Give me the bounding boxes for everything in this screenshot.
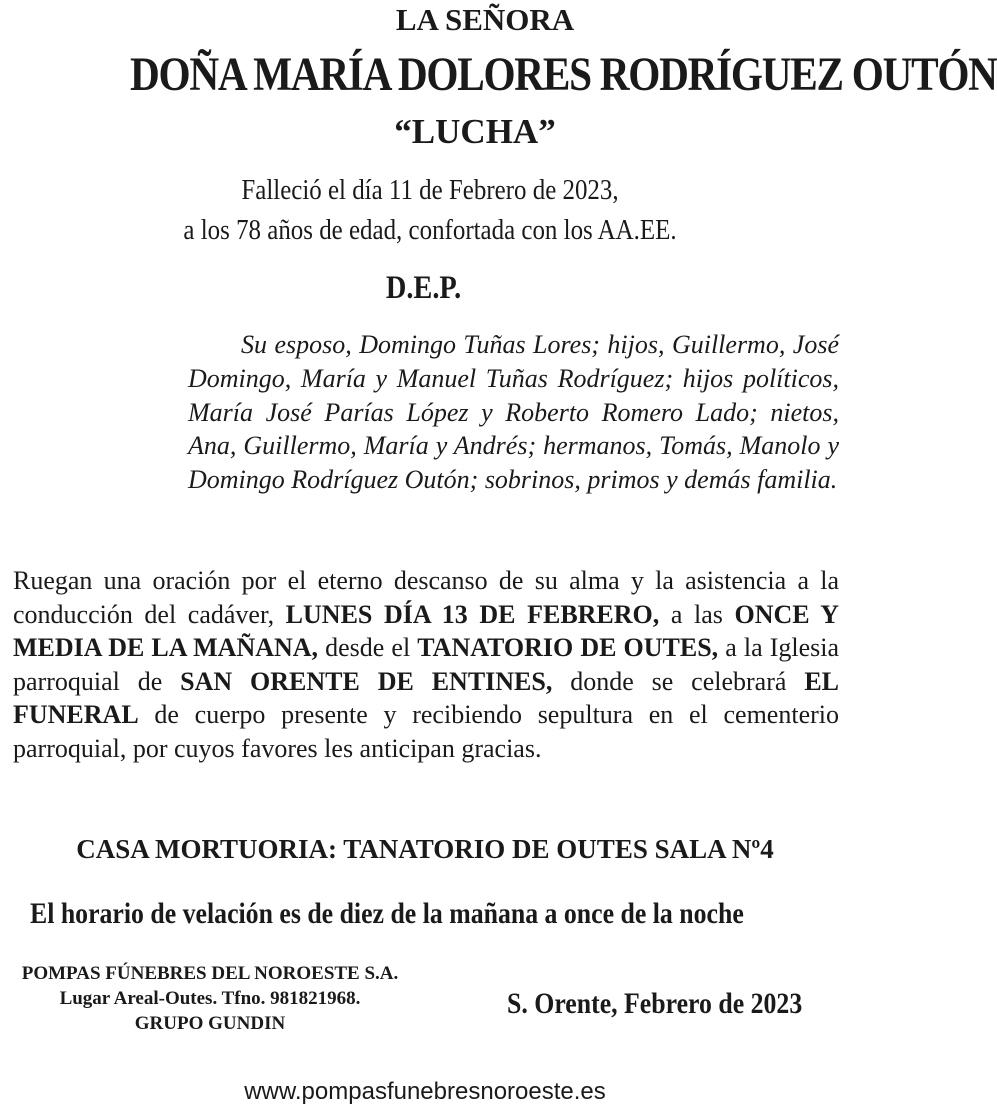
prayer-text-3: desde el bbox=[318, 633, 418, 662]
prayer-paragraph bbox=[13, 564, 839, 765]
deceased-name: DOÑA MARÍA DOLORES RODRÍGUEZ OUTÓN bbox=[130, 48, 997, 101]
mortuary-house: CASA MORTUORIA: TANATORIO DE OUTES SALA Nº4 bbox=[76, 834, 774, 864]
website-url: www.pompasfunebresnoroeste.es bbox=[244, 1078, 606, 1105]
funeral-church: SAN ORENTE DE ENTINES, bbox=[180, 666, 553, 696]
vigil-hours: El horario de velación es de diez de la mañana a once de la noche bbox=[30, 897, 744, 930]
dep-text: D.E.P. bbox=[385, 270, 462, 306]
death-age-line: a los 78 años de edad, confortada con los AA.EE. bbox=[183, 214, 677, 246]
funeral-time: ONCE Y MEDIA DE LA MAÑANA, bbox=[13, 599, 840, 662]
company-block bbox=[0, 961, 420, 1036]
prayer-text-2: a las bbox=[659, 599, 735, 629]
funeral-origin: TANATORIO DE OUTES, bbox=[417, 633, 719, 662]
family-paragraph: Su esposo, Domingo Tuñas Lores; hijos, Guillermo, José Domingo, María y Manuel Tuñas Rodríguez; hijos políticos, María José Parías López y Roberto Romero Lado; nietos, Ana, Guillermo, María y Andrés; hermanos, Tomás, Manolo y Domingo Rodríguez Outón; sobrinos, primos y demás familia. bbox=[188, 330, 839, 495]
death-date-line: Falleció el día 11 de Febrero de 2023, bbox=[241, 174, 619, 206]
death-notice bbox=[0, 170, 860, 250]
prayer-text-5: donde se celebrará bbox=[552, 666, 805, 696]
deceased-alias: “LUCHA” bbox=[394, 112, 556, 151]
company-name: POMPAS FÚNEBRES DEL NOROESTE S.A. bbox=[21, 963, 399, 984]
prayer-text-4: a la Iglesia parroquial de bbox=[13, 633, 840, 696]
company-group: GRUPO GUNDIN bbox=[134, 1013, 286, 1034]
honorific-title: LA SEÑORA bbox=[395, 2, 575, 37]
company-address: Lugar Areal-Outes. Tfno. 981821968. bbox=[59, 988, 361, 1009]
prayer-text-6: de cuerpo presente y recibiendo sepultura en el cementerio parroquial, por cuyos favores les anticipan gracias. bbox=[13, 700, 839, 763]
place-date: S. Orente, Febrero de 2023 bbox=[507, 987, 803, 1020]
prayer-text-1: Ruegan una oración por el eterno descanso de su alma y la asistencia a la conducción del cadáver, bbox=[13, 566, 839, 629]
funeral-date: LUNES DÍA 13 DE FEBRERO, bbox=[285, 599, 660, 629]
funeral-label: EL FUNERAL bbox=[13, 666, 839, 729]
